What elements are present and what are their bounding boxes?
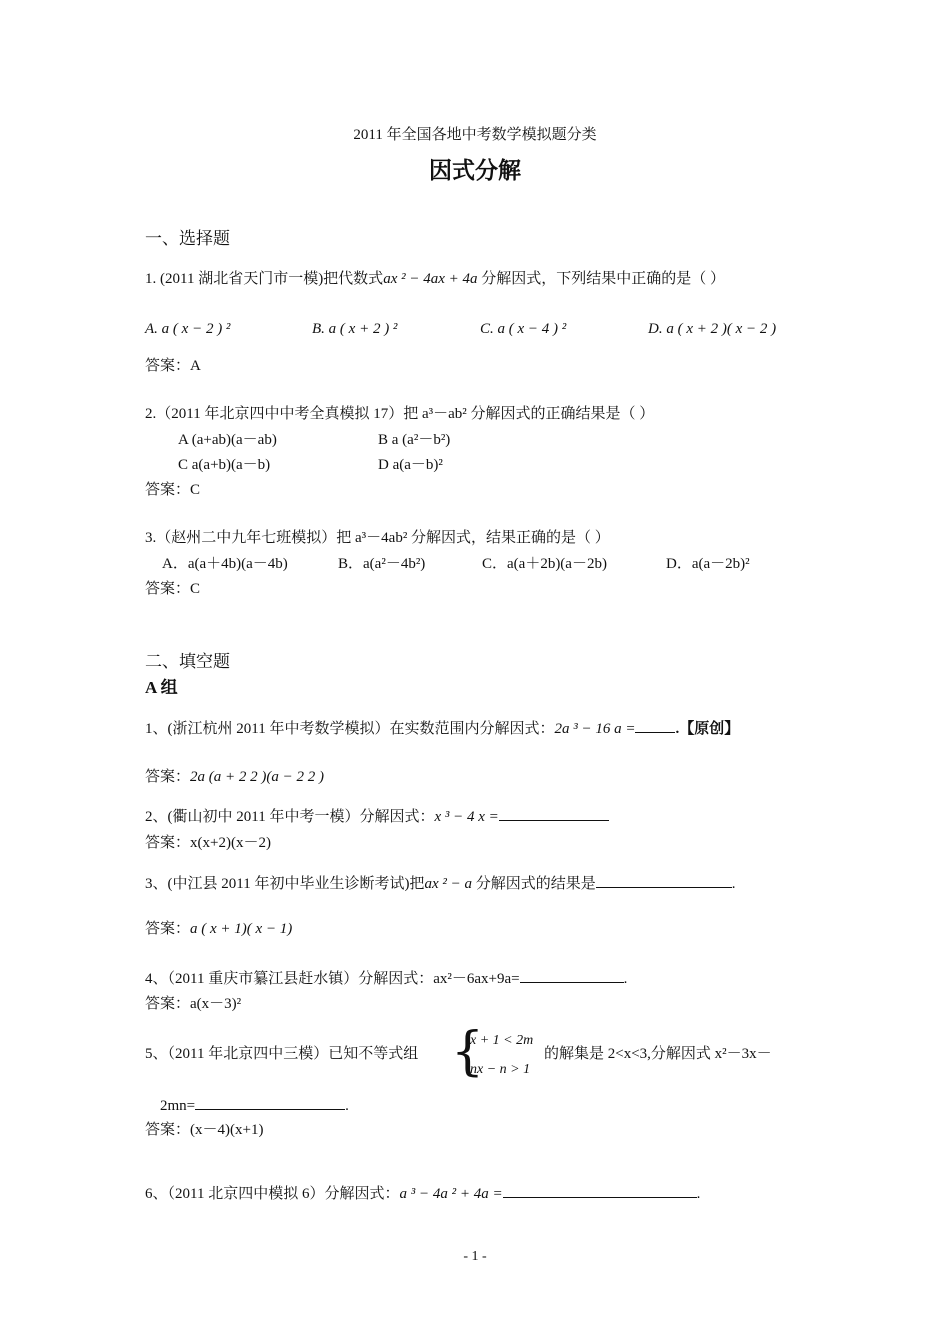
question-3-option-d: D．a(a－2b)² <box>666 556 750 572</box>
question-2-option-c: C a(a+b)(a－b) <box>178 457 271 473</box>
fill-6 <box>145 1185 700 1203</box>
fill-6-text: 6、（2011 北京四中模拟 6）分解因式： <box>145 1186 400 1202</box>
question-2-option-a: A (a+ab)(a－ab) <box>178 432 277 448</box>
question-3-answer: 答案：C <box>145 581 201 597</box>
fill-4-answer: 答案：a(x－3)² <box>145 996 242 1012</box>
fill-3-end: . <box>731 876 736 892</box>
fill-1-expr: 2a ³ − 16 a = <box>554 721 636 737</box>
fill-5-end: . <box>345 1098 349 1114</box>
fill-4-end: . <box>623 971 628 987</box>
question-3: 3.（赵州二中九年七班模拟）把 a³－4ab² 分解因式，结果正确的是（ ） <box>145 530 610 546</box>
fill-3-answer <box>145 920 292 938</box>
fill-6-blank[interactable] <box>503 1185 697 1198</box>
question-2-option-b: B a (a²－b²) <box>378 432 451 448</box>
fill-1-tail: .【原创】 <box>675 721 740 737</box>
question-3-option-b: B．a(a²－4b²) <box>338 556 426 572</box>
fill-3-answer-label: 答案： <box>145 921 191 937</box>
fill-5-answer: 答案：(x－4)(x+1) <box>145 1122 264 1138</box>
fill-5-system-line-1: x + 1 < 2m <box>470 1033 534 1048</box>
page-number: - 1 - <box>463 1249 487 1264</box>
question-3-option-a: A．a(a＋4b)(a－4b) <box>162 556 288 572</box>
fill-3-text: 3、(中江县 2011 年初中毕业生诊断考试)把 <box>145 876 425 892</box>
fill-5-tail: 的解集是 2<x<3,分解因式 x²－3x－ <box>544 1046 772 1062</box>
section-heading-fill: 二、填空题 <box>145 652 230 671</box>
fill-5-cont-text: 2mn= <box>160 1098 196 1114</box>
question-2: 2.（2011 年北京四中中考全真模拟 17）把 a³－ab² 分解因式的正确结果是（ ） <box>145 406 655 422</box>
fill-1-answer-label: 答案： <box>145 769 191 785</box>
fill-3-answer-value: a ( x + 1)( x − 1) <box>190 921 293 937</box>
question-1-option-c: C. a ( x − 4 ) ² <box>480 321 567 337</box>
question-3-option-c: C．a(a＋2b)(a－2b) <box>482 556 607 572</box>
page-title: 因式分解 <box>429 158 521 184</box>
fill-5-system-brace: { <box>451 1022 485 1082</box>
fill-2-expr: x ³ − 4 x = <box>434 809 499 825</box>
question-1-answer: 答案：A <box>145 358 201 374</box>
fill-2-blank[interactable] <box>499 808 609 821</box>
question-1-text: 1. (2011 湖北省天门市一模)把代数式 <box>145 271 384 287</box>
fill-4-text: 4、（2011 重庆市纂江县赶水镇）分解因式：ax²－6ax+9a= <box>145 971 520 987</box>
question-1-option-b: B. a ( x + 2 ) ² <box>312 321 398 337</box>
fill-2 <box>145 808 609 826</box>
fill-1-answer <box>145 768 324 786</box>
fill-2-answer: 答案：x(x+2)(x－2) <box>145 835 271 851</box>
fill-4 <box>145 970 627 988</box>
question-1-expr: ax ² − 4ax + 4a <box>383 271 478 287</box>
fill-2-text: 2、(衢山初中 2011 年中考一模）分解因式： <box>145 809 435 825</box>
fill-3-tail: 分解因式的结果是 <box>471 876 596 892</box>
question-2-answer: 答案：C <box>145 482 201 498</box>
question-1-option-a: A. a ( x − 2 ) ² <box>145 321 231 337</box>
fill-6-end: . <box>696 1186 701 1202</box>
fill-1-text: 1、(浙江杭州 2011 年中考数学模拟）在实数范围内分解因式： <box>145 721 555 737</box>
fill-1-answer-value: 2a (a + 2 2 )(a − 2 2 ) <box>190 769 324 785</box>
fill-5-system-line-2: nx − n > 1 <box>470 1062 531 1077</box>
fill-4-blank[interactable] <box>520 970 624 983</box>
section-heading-choice: 一、选择题 <box>145 229 230 248</box>
fill-5-blank[interactable] <box>195 1097 345 1110</box>
fill-5-continuation <box>160 1097 349 1115</box>
fill-6-expr: a ³ − 4a ² + 4a = <box>399 1186 503 1202</box>
page-subtitle: 2011 年全国各地中考数学模拟题分类 <box>353 127 597 143</box>
fill-3 <box>145 875 735 893</box>
fill-3-expr: ax ² − a <box>424 876 472 892</box>
fill-1-blank[interactable] <box>635 720 675 733</box>
fill-3-blank[interactable] <box>596 875 732 888</box>
fill-5-text: 5、（2011 年北京四中三模）已知不等式组 <box>145 1046 419 1062</box>
group-label: A 组 <box>145 678 178 697</box>
question-1-tail: 分解因式，下列结果中正确的是（ ） <box>477 271 726 287</box>
question-1 <box>145 270 725 288</box>
fill-1 <box>145 720 739 738</box>
question-2-option-d: D a(a－b)² <box>378 457 443 473</box>
question-1-option-d: D. a ( x + 2 )( x − 2 ) <box>648 321 777 337</box>
